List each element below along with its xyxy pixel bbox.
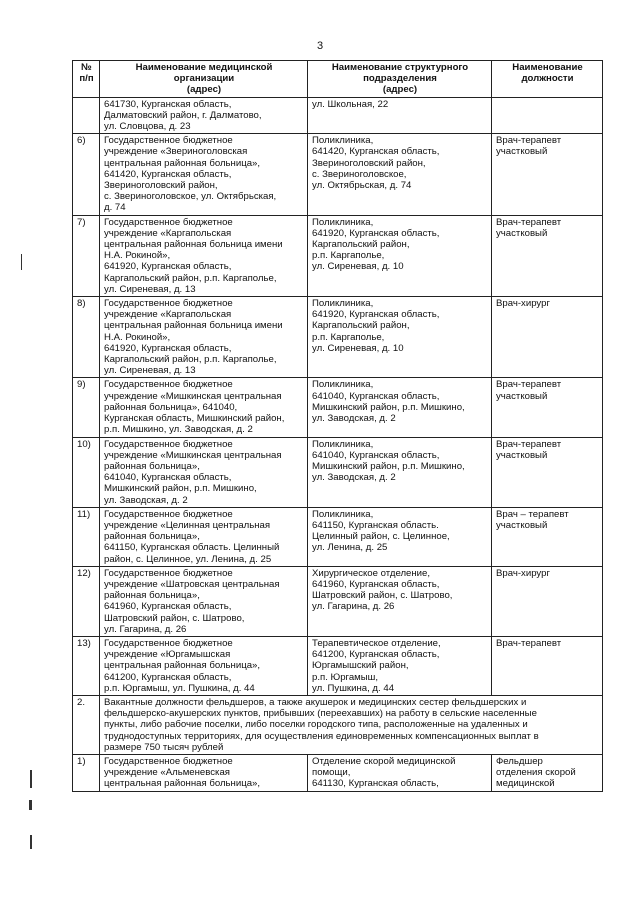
text-line: Вакантные должности фельдшеров, а также акушерок и медицинских сестер фельдшерских и — [104, 696, 527, 708]
text-line: Государственное бюджетное — [104, 508, 233, 520]
header-position — [492, 61, 603, 98]
text-line: Юргамышский район, — [312, 660, 409, 672]
text-line: участковый — [496, 390, 548, 402]
text-line: Врач-терапевт — [496, 216, 562, 228]
table-row — [73, 507, 603, 566]
text-line: Поликлиника, — [312, 135, 374, 147]
text-line: 641150, Курганская область. Целинный — [104, 542, 280, 554]
position-cell — [492, 566, 603, 636]
text-line: Н.А. Рокиной», — [104, 250, 171, 262]
text-line: Государственное бюджетное — [104, 567, 233, 579]
department-cell — [308, 378, 492, 437]
text-line: Каргапольский район, р.п. Каргаполье, — [104, 272, 277, 284]
text-line: центральная районная больница», — [104, 778, 261, 790]
position-cell — [492, 97, 603, 134]
table-row — [73, 378, 603, 437]
text-line: с. Звериноголовское, ул. Октябрьская, — [104, 191, 277, 203]
text-line: Поликлиника, — [312, 298, 374, 310]
text-line: 641130, Курганская область, — [312, 778, 439, 790]
text-line: Государственное бюджетное — [104, 438, 233, 450]
table-row — [73, 636, 603, 695]
table-header-row — [73, 61, 603, 98]
text-line: Наименование структурного — [331, 62, 469, 73]
text-line: учреждение «Звериноголовская — [104, 146, 248, 158]
table-row — [73, 754, 603, 791]
text-line: Врач – терапевт — [496, 508, 569, 520]
text-line: 641730, Курганская область, — [104, 98, 232, 110]
position-cell — [492, 134, 603, 215]
text-line: 641960, Курганская область, — [312, 578, 440, 590]
department-cell — [308, 215, 492, 296]
text-line: 641920, Курганская область, — [312, 309, 440, 321]
table-row — [73, 566, 603, 636]
position-cell — [492, 437, 603, 507]
text-line: р.п. Юргамыш, — [312, 671, 379, 683]
department-cell — [308, 297, 492, 378]
text-line: Государственное бюджетное — [104, 755, 233, 767]
row-number: 8) — [73, 297, 100, 378]
text-line: (адрес) — [382, 84, 418, 96]
organization-cell — [100, 378, 308, 437]
text-line: р.п. Мишкино, ул. Заводская, д. 2 — [104, 424, 253, 436]
row-number: 11) — [73, 507, 100, 566]
text-line: Поликлиника, — [312, 379, 374, 391]
text-line: ул. Ленина, д. 25 — [312, 542, 388, 554]
text-line: Хирургическое отделение, — [312, 567, 431, 579]
text-line: Наименование — [512, 62, 583, 73]
text-line: участковый — [496, 449, 548, 461]
vacancies-table — [72, 60, 603, 792]
text-line: ул. Гагарина, д. 26 — [104, 623, 187, 635]
text-line: районная больница», — [104, 460, 200, 472]
text-line: 641420, Курганская область, — [312, 146, 440, 158]
scan-mark — [30, 835, 32, 849]
text-line: подразделения — [363, 73, 437, 85]
row-number — [73, 97, 100, 134]
text-line: Далматовский район, г. Далматово, — [104, 109, 262, 121]
text-line: участковый — [496, 146, 548, 158]
text-line: ул. Заводская, д. 2 — [312, 413, 396, 425]
row-number: 13) — [73, 636, 100, 695]
table-row — [73, 437, 603, 507]
text-line: Государственное бюджетное — [104, 379, 233, 391]
department-cell — [308, 566, 492, 636]
text-line: труднодоступных территориях, для осуществления единовременных компенсационных выплат в — [104, 730, 539, 742]
text-line: Шатровский район, с. Шатрово, — [104, 612, 245, 624]
text-line: центральная районная больница», — [104, 660, 261, 672]
text-line: Н.А. Рокиной», — [104, 331, 171, 343]
text-line: ул. Сиреневая, д. 13 — [104, 365, 196, 377]
position-cell — [492, 378, 603, 437]
text-line: Фельдшер — [496, 755, 543, 767]
text-line: 641920, Курганская область, — [104, 342, 232, 354]
text-line: районная больница», 641040, — [104, 401, 238, 413]
text-line: п/п — [79, 73, 94, 85]
row-number: 6) — [73, 134, 100, 215]
text-line: Мишкинский район, р.п. Мишкино, — [312, 460, 465, 472]
text-line: отделения скорой — [496, 767, 576, 779]
position-cell — [492, 507, 603, 566]
text-line: Врач-терапевт — [496, 637, 562, 649]
header-department — [308, 61, 492, 98]
text-line: ул. Заводская, д. 2 — [104, 494, 188, 506]
text-line: Государственное бюджетное — [104, 298, 233, 310]
text-line: ул. Гагарина, д. 26 — [312, 601, 395, 613]
text-line: ул. Сиреневая, д. 10 — [312, 342, 404, 354]
text-line: Врач-терапевт — [496, 135, 562, 147]
text-line: ул. Школьная, 22 — [312, 98, 389, 110]
organization-cell — [100, 134, 308, 215]
text-line: Звериноголовский район, — [104, 180, 218, 192]
row-number: 9) — [73, 378, 100, 437]
table-row — [73, 134, 603, 215]
text-line: учреждение «Целинная центральная — [104, 519, 271, 531]
text-line: № — [81, 62, 92, 73]
text-line: Мишкинский район, р.п. Мишкино, — [312, 401, 465, 413]
department-cell — [308, 97, 492, 134]
organization-cell — [100, 507, 308, 566]
department-cell — [308, 437, 492, 507]
text-line: учреждение «Каргапольская — [104, 227, 232, 239]
text-line: д. 74 — [104, 202, 126, 214]
text-line: 641200, Курганская область, — [312, 649, 440, 661]
text-line: Поликлиника, — [312, 216, 374, 228]
text-line: 641040, Курганская область, — [312, 449, 440, 461]
position-cell — [492, 636, 603, 695]
organization-cell — [100, 754, 308, 791]
text-line: учреждение «Юргамышская — [104, 649, 231, 661]
position-cell — [492, 297, 603, 378]
text-line: Мишкинский район, р.п. Мишкино, — [104, 483, 257, 495]
text-line: Целинный район, с. Целинное, — [312, 531, 450, 543]
text-line: учреждение «Мишкинская центральная — [104, 449, 282, 461]
text-line: учреждение «Каргапольская — [104, 309, 232, 321]
table-row — [73, 297, 603, 378]
text-line: центральная районная больница имени — [104, 239, 283, 251]
section-number: 2. — [73, 695, 100, 754]
text-line: центральная районная больница имени — [104, 320, 283, 332]
text-line: 641960, Курганская область, — [104, 601, 232, 613]
position-cell — [492, 754, 603, 791]
table-row — [73, 97, 603, 134]
section-description — [100, 695, 603, 754]
text-line: ул. Словцова, д. 23 — [104, 121, 191, 133]
text-line: с. Звериноголовское, — [312, 168, 407, 180]
organization-cell — [100, 636, 308, 695]
text-line: районная больница», — [104, 590, 200, 602]
text-line: ул. Сиреневая, д. 13 — [104, 283, 196, 295]
text-line: р.п. Юргамыш, ул. Пушкина, д. 44 — [104, 682, 255, 694]
text-line: пункты, либо рабочие поселки, либо поселки городского типа, расположенные на удаленных и — [104, 719, 528, 731]
table-row — [73, 215, 603, 296]
page-number: 3 — [316, 40, 324, 52]
organization-cell — [100, 297, 308, 378]
department-cell — [308, 134, 492, 215]
text-line: Терапевтическое отделение, — [312, 637, 441, 649]
text-line: Звериноголовский район, — [312, 157, 426, 169]
text-line: Наименование медицинской — [135, 62, 273, 73]
text-line: учреждение «Мишкинская центральная — [104, 390, 282, 402]
organization-cell — [100, 215, 308, 296]
row-number: 10) — [73, 437, 100, 507]
text-line: размере 750 тысяч рублей — [104, 741, 224, 753]
text-line: 641920, Курганская область, — [312, 227, 440, 239]
text-line: р.п. Каргаполье, — [312, 250, 385, 262]
text-line: медицинской — [496, 778, 555, 790]
text-line: район, с. Целинное, ул. Ленина, д. 25 — [104, 553, 272, 565]
text-line: Курганская область, Мишкинский район, — [104, 413, 285, 425]
section-row — [73, 695, 603, 754]
text-line: ул. Пушкина, д. 44 — [312, 682, 395, 694]
text-line: учреждение «Альменевская — [104, 767, 230, 779]
text-line: Шатровский район, с. Шатрово, — [312, 590, 453, 602]
scan-mark — [21, 254, 22, 270]
text-line: Каргапольский район, р.п. Каргаполье, — [104, 354, 277, 366]
text-line: Государственное бюджетное — [104, 637, 233, 649]
organization-cell — [100, 97, 308, 134]
text-line: участковый — [496, 227, 548, 239]
text-line: Врач-терапевт — [496, 379, 562, 391]
text-line: Каргапольский район, — [312, 239, 410, 251]
text-line: помощи, — [312, 767, 351, 779]
text-line: ул. Октябрьская, д. 74 — [312, 180, 412, 192]
text-line: центральная районная больница», — [104, 157, 261, 169]
department-cell — [308, 636, 492, 695]
organization-cell — [100, 437, 308, 507]
header-organization — [100, 61, 308, 98]
text-line: 641420, Курганская область, — [104, 168, 232, 180]
position-cell — [492, 215, 603, 296]
row-number: 7) — [73, 215, 100, 296]
text-line: Каргапольский район, — [312, 320, 410, 332]
text-line: Государственное бюджетное — [104, 216, 233, 228]
text-line: 641920, Курганская область, — [104, 261, 232, 273]
scan-mark — [29, 800, 32, 810]
text-line: Поликлиника, — [312, 508, 374, 520]
text-line: Отделение скорой медицинской — [312, 755, 456, 767]
text-line: организации — [173, 73, 235, 85]
text-line: ул. Заводская, д. 2 — [312, 472, 396, 484]
text-line: 641040, Курганская область, — [312, 390, 440, 402]
text-line: 641150, Курганская область. — [312, 519, 439, 531]
department-cell — [308, 754, 492, 791]
text-line: Поликлиника, — [312, 438, 374, 450]
scan-mark — [30, 770, 32, 788]
text-line: 641200, Курганская область, — [104, 671, 232, 683]
text-line: Врач-хирург — [496, 567, 550, 579]
text-line: 641040, Курганская область, — [104, 472, 232, 484]
text-line: (адрес) — [186, 84, 222, 96]
organization-cell — [100, 566, 308, 636]
text-line: р.п. Каргаполье, — [312, 331, 385, 343]
header-num — [73, 61, 100, 98]
text-line: должности — [521, 73, 574, 85]
text-line: участковый — [496, 519, 548, 531]
row-number: 1) — [73, 754, 100, 791]
row-number: 12) — [73, 566, 100, 636]
text-line: Государственное бюджетное — [104, 135, 233, 147]
text-line: районная больница», — [104, 531, 200, 543]
department-cell — [308, 507, 492, 566]
text-line: Врач-хирург — [496, 298, 550, 310]
text-line: фельдшерско-акушерских пунктов, прибывших (переехавших) на работу в сельские населенные — [104, 708, 537, 720]
text-line: учреждение «Шатровская центральная — [104, 578, 280, 590]
text-line: ул. Сиреневая, д. 10 — [312, 261, 404, 273]
text-line: Врач-терапевт — [496, 438, 562, 450]
